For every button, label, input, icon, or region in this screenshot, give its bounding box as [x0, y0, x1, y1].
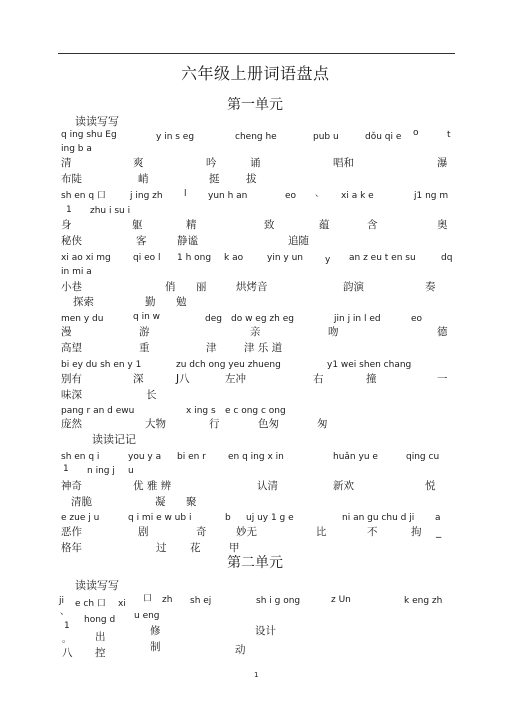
word-text: 控	[95, 647, 106, 659]
word-text: 拘	[411, 526, 422, 538]
pinyin-text: e zue j u	[61, 513, 100, 523]
word-text: 致	[264, 219, 275, 231]
pinyin-text: n ing j	[87, 466, 115, 476]
word-text: 重	[139, 342, 150, 354]
pinyin-text: jin j in l ed	[334, 314, 381, 324]
word-text: 左冲	[225, 373, 246, 385]
word-text: 匆	[317, 418, 328, 430]
pinyin-text: pub u	[313, 132, 339, 142]
pinyin-text: sh en q i	[61, 452, 100, 462]
word-text: 深	[133, 373, 144, 385]
word-text: 高望	[61, 342, 82, 354]
word-text: 蕴	[319, 219, 330, 231]
header-rule	[58, 53, 455, 54]
pinyin-text: sh en q 口	[61, 191, 106, 201]
pinyin-text: u	[128, 466, 134, 476]
pinyin-text: sh i g ong	[256, 596, 301, 606]
pinyin-text: you y a	[128, 452, 162, 462]
word-text: 修	[150, 625, 161, 637]
word-text: 甲	[229, 542, 240, 554]
word-text: 设计	[255, 625, 276, 637]
pinyin-text: ji	[59, 596, 65, 606]
pinyin-text: 、	[315, 189, 325, 199]
pinyin-text: e c ong c ong	[225, 406, 286, 416]
word-text: 挺	[209, 173, 220, 185]
pinyin-text: zu dch ong yeu zhueng	[176, 360, 281, 370]
word-text: 格年	[61, 542, 82, 554]
pinyin-text: bi ey du sh en y 1	[61, 360, 142, 370]
pinyin-text: z Un	[331, 595, 351, 605]
word-text: 聚	[186, 496, 197, 508]
word-text: 游	[139, 326, 150, 338]
pinyin-text: 口	[143, 594, 153, 604]
pinyin-text: y1 wei shen chang	[327, 360, 412, 370]
word-text: 过	[156, 542, 167, 554]
word-text: 奏	[425, 281, 436, 293]
pinyin-text: q in w	[133, 312, 160, 322]
page-title: 六年级上册词语盘点	[181, 64, 330, 83]
word-text: J八	[176, 373, 190, 385]
word-text: 味深	[61, 389, 82, 401]
pinyin-text: hong d	[84, 615, 116, 625]
word-text: 新欢	[333, 480, 354, 492]
pinyin-text: ni an gu chu d ji	[342, 513, 415, 523]
pinyin-text: q ing shu Eg	[61, 130, 117, 140]
word-text: 八	[62, 647, 73, 659]
pinyin-text: dq	[441, 253, 453, 263]
word-text: 妙无	[236, 526, 257, 538]
word-text: 色匆	[258, 418, 279, 430]
word-text: 唱和	[333, 157, 354, 169]
word-text: 丽	[196, 281, 207, 293]
pinyin-text: an z eu t en su	[349, 253, 416, 263]
word-text: 躯	[132, 219, 143, 231]
word-text: 右	[313, 373, 324, 385]
pinyin-text: b	[225, 513, 231, 523]
pinyin-text: 1	[63, 464, 69, 474]
word-text: 不	[367, 526, 378, 538]
section-heading: 读读写写	[75, 115, 119, 128]
word-text: 清	[61, 157, 72, 169]
word-text: _	[436, 526, 442, 538]
word-text: 悦	[425, 480, 436, 492]
pinyin-text: y in s eg	[156, 132, 195, 142]
pinyin-text: zh	[162, 595, 173, 605]
word-text: 大物	[145, 418, 166, 430]
word-text: 含	[367, 219, 378, 231]
word-text: 亲	[250, 326, 261, 338]
word-text: 别有	[61, 373, 82, 385]
pinyin-text: j1 ng m	[414, 191, 449, 201]
page-number: 1	[254, 671, 259, 679]
word-text: 俏	[165, 281, 176, 293]
pinyin-text: yin y un	[267, 253, 303, 263]
word-text: 韵演	[343, 281, 364, 293]
word-text: 制	[150, 641, 161, 653]
word-text: 追随	[288, 235, 309, 247]
pinyin-text: qi eo l	[133, 253, 161, 263]
pinyin-text: qing cu	[406, 452, 440, 462]
pinyin-text: do w eg zh eg	[231, 314, 294, 324]
pinyin-text: q i mi e w ub i	[128, 513, 192, 523]
word-text: 德	[437, 326, 448, 338]
pinyin-text: deg	[205, 314, 222, 324]
word-text: 津 乐 道	[244, 342, 283, 354]
pinyin-text: cheng he	[235, 132, 277, 142]
pinyin-text: dǒu qi e	[365, 132, 402, 142]
word-text: 吻	[328, 326, 339, 338]
word-text: 峭	[138, 173, 149, 185]
unit-heading: 第二单元	[227, 555, 283, 571]
word-text: 神奇	[61, 480, 82, 492]
word-text: 剧	[138, 526, 149, 538]
word-text: 凝	[155, 496, 166, 508]
pinyin-text: xi ao xi mg	[61, 253, 111, 263]
pinyin-text: e ch 口	[75, 599, 106, 609]
word-text: 奥	[437, 219, 448, 231]
word-text: 秘侠	[61, 235, 82, 247]
word-text: 撞	[366, 373, 377, 385]
word-text: 精	[186, 219, 197, 231]
word-text: 探索	[73, 296, 94, 308]
pinyin-text: eo	[411, 314, 423, 324]
section-heading: 读读写写	[75, 579, 119, 592]
word-text: 烘烤音	[236, 281, 268, 293]
pinyin-text: j ing zh	[130, 191, 163, 201]
word-text: 花	[190, 542, 201, 554]
word-text: 静谧	[177, 235, 198, 247]
word-text: 庞然	[61, 418, 82, 430]
pinyin-text: zhu i su i	[90, 206, 131, 216]
word-text: 清脆	[71, 496, 92, 508]
pinyin-text: 1 h ong	[177, 253, 212, 263]
pinyin-text: 1	[64, 621, 70, 631]
pinyin-text: uj uy 1 g e	[246, 513, 294, 523]
word-text: 客	[136, 235, 147, 247]
word-text: 恶作	[61, 526, 82, 538]
pinyin-text: a	[435, 513, 441, 523]
word-text: 勉	[176, 296, 187, 308]
section-heading: 读读记记	[92, 433, 136, 446]
word-text: 诵	[250, 157, 261, 169]
word-text: 出	[95, 631, 106, 643]
pinyin-text: y	[325, 255, 331, 265]
word-text: 认清	[257, 480, 278, 492]
pinyin-text: huǎn yu e	[333, 452, 378, 462]
pinyin-text: l	[184, 189, 187, 199]
word-text: 瀑	[437, 157, 448, 169]
word-text: 奇	[196, 526, 207, 538]
pinyin-text: in mi a	[61, 267, 92, 277]
word-text: 爽	[133, 157, 144, 169]
word-text: 吟	[206, 157, 217, 169]
word-text: 小巷	[61, 281, 82, 293]
pinyin-text: u eng	[134, 611, 160, 621]
pinyin-text: bi en r	[177, 452, 206, 462]
pinyin-text: men y du	[61, 314, 104, 324]
pinyin-text: sh ej	[190, 596, 212, 606]
word-text: 行	[209, 418, 220, 430]
word-text: 拔	[246, 173, 257, 185]
pinyin-text: o	[413, 128, 419, 138]
pinyin-text: t	[447, 130, 451, 140]
word-text: 身	[61, 219, 72, 231]
unit-heading: 第一单元	[227, 97, 283, 113]
word-text: 漫	[61, 326, 72, 338]
pinyin-text: pang r an d ewu	[61, 406, 135, 416]
word-text: 一	[437, 373, 448, 385]
word-text: 长	[146, 389, 157, 401]
pinyin-text: en q ing x in	[228, 452, 284, 462]
word-text: 布陡	[61, 173, 82, 185]
pinyin-text: yun h an	[208, 191, 248, 201]
word-text: 动	[235, 644, 246, 656]
pinyin-text: ing b a	[61, 144, 92, 154]
pinyin-text: k eng zh	[404, 596, 443, 606]
word-text: 。	[62, 635, 72, 645]
word-text: 勤	[145, 296, 156, 308]
pinyin-text: k ao	[224, 253, 244, 263]
pinyin-text: x ing s	[186, 406, 216, 416]
pinyin-text: 1	[66, 205, 72, 215]
pinyin-text: 、	[60, 607, 70, 617]
word-text: 比	[316, 526, 327, 538]
pinyin-text: xi a k e	[341, 191, 374, 201]
word-text: 优 雅 辨	[133, 480, 172, 492]
word-text: 津	[206, 342, 217, 354]
pinyin-text: xi	[118, 599, 126, 609]
pinyin-text: eo	[285, 191, 297, 201]
